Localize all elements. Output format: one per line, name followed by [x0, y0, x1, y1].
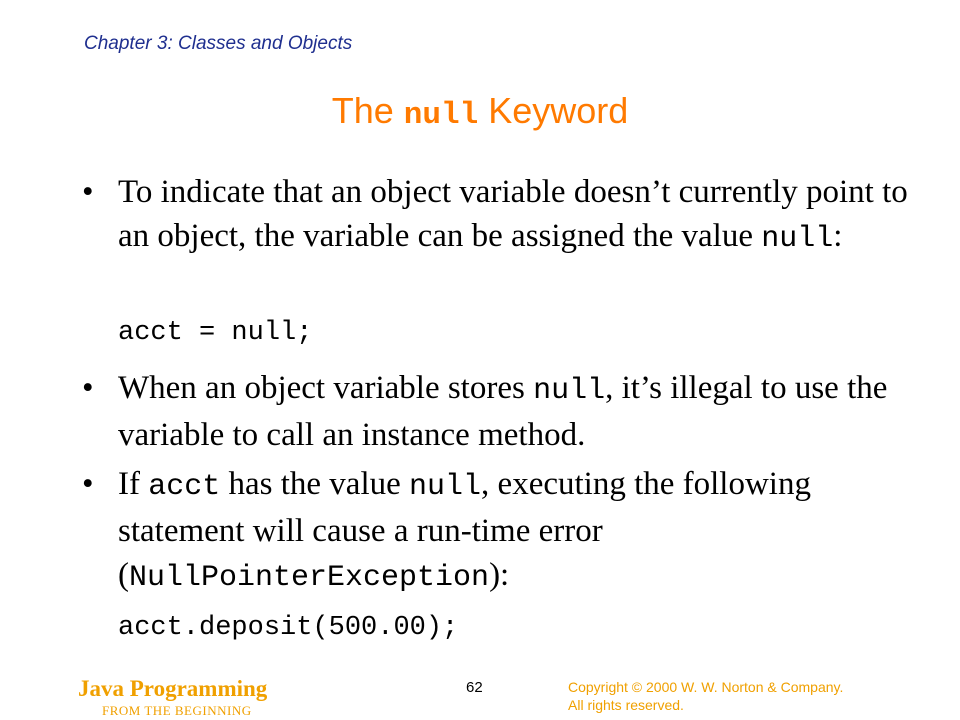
- bullet-text-part: When an object variable stores: [118, 370, 534, 406]
- bullet-text: [118, 462, 918, 600]
- java-programming-logo: Java Programming: [78, 676, 268, 701]
- bullet-text: [118, 170, 918, 261]
- inline-code: NullPointerException: [129, 561, 490, 595]
- inline-code: null: [409, 470, 482, 504]
- copyright-line-1: Copyright © 2000 W. W. Norton & Company.: [568, 679, 844, 695]
- inline-code: null: [761, 222, 834, 256]
- code-line-deposit: acct.deposit(500.00);: [118, 613, 459, 643]
- title-keyword: null: [403, 98, 479, 133]
- bullet-text-part: If: [118, 466, 149, 502]
- bullet-text: [118, 366, 918, 457]
- inline-code: acct: [148, 470, 221, 504]
- title-text-after: Keyword: [488, 90, 629, 131]
- bullet-text-part: , executing the following statement will cause a run-time error (: [118, 466, 811, 593]
- logo-subtitle: FROM THE BEGINNING: [102, 703, 252, 718]
- bullet-text-part: ):: [489, 557, 510, 593]
- bullet-text-part: :: [833, 218, 843, 254]
- copyright-line-2: All rights reserved.: [568, 697, 684, 713]
- bullet-text-part: , it’s illegal to use the variable to call an instance method.: [118, 370, 888, 453]
- bullet-text-part: To indicate that an object variable doesn’t currently point to an object, the variable can be assigned the value: [118, 174, 908, 254]
- page-number: 62: [466, 679, 483, 696]
- slide-title: [0, 90, 960, 133]
- chapter-header: Chapter 3: Classes and Objects: [84, 33, 353, 54]
- bullet-marker: •: [82, 466, 94, 502]
- bullet-marker: •: [82, 370, 94, 406]
- bullet-marker: •: [82, 174, 94, 210]
- bullet-text-part: has the value: [220, 466, 410, 502]
- copyright-notice: [568, 678, 928, 714]
- inline-code: null: [533, 374, 606, 408]
- title-text-before: The: [331, 90, 394, 131]
- code-line-assign-null: acct = null;: [118, 318, 313, 348]
